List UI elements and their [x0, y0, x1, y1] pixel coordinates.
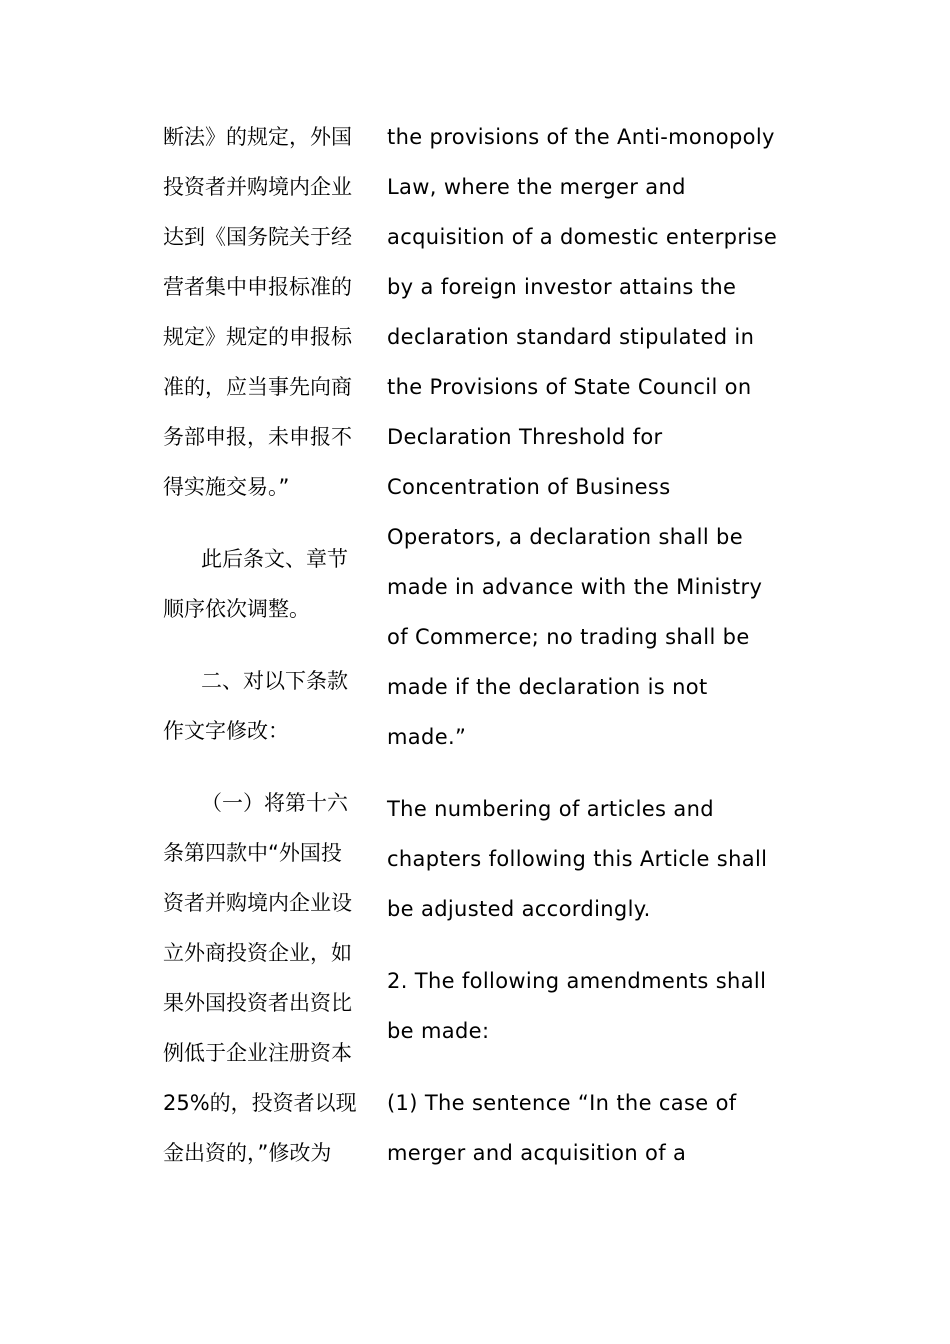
- zh-line: 得实施交易。”: [163, 475, 290, 499]
- en-line: (1) The sentence “In the case of: [387, 1091, 737, 1115]
- en-line: be adjusted accordingly.: [387, 897, 651, 921]
- zh-line: 此后条文、章节: [201, 547, 348, 571]
- zh-line: 金出资的，”修改为: [163, 1141, 332, 1165]
- en-line: Law, where the merger and: [387, 175, 686, 199]
- en-line: the Provisions of State Council on: [387, 375, 752, 399]
- zh-line: 顺序依次调整。: [163, 597, 310, 621]
- en-line: made in advance with the Ministry: [387, 575, 763, 599]
- en-line: The numbering of articles and: [387, 797, 714, 821]
- zh-line: 25%的，投资者以现: [163, 1091, 357, 1115]
- zh-line: （一）将第十六: [201, 791, 348, 815]
- en-line: by a foreign investor attains the: [387, 275, 737, 299]
- zh-line: 准的，应当事先向商: [163, 375, 352, 399]
- zh-line: 立外商投资企业，如: [163, 941, 352, 965]
- zh-line: 断法》的规定，外国: [163, 125, 352, 149]
- en-paragraph-renumbering: [387, 784, 807, 934]
- zh-line: 规定》规定的申报标: [163, 325, 352, 349]
- en-line: made if the declaration is not: [387, 675, 708, 699]
- en-line: Concentration of Business: [387, 475, 671, 499]
- english-text-column: [387, 112, 807, 1200]
- en-line: Declaration Threshold for: [387, 425, 663, 449]
- zh-line: 达到《国务院关于经: [163, 225, 352, 249]
- en-line: Operators, a declaration shall be: [387, 525, 743, 549]
- zh-line: 作文字修改：: [163, 719, 289, 743]
- zh-line: 务部申报，未申报不: [163, 425, 352, 449]
- zh-line: 资者并购境内企业设: [163, 891, 352, 915]
- en-line: acquisition of a domestic enterprise: [387, 225, 778, 249]
- zh-paragraph-amendments-heading: [163, 656, 369, 756]
- en-line: merger and acquisition of a: [387, 1141, 687, 1165]
- en-paragraph-article-16: [387, 1078, 807, 1178]
- zh-paragraph-renumbering: [163, 534, 369, 634]
- zh-line: 投资者并购境内企业: [163, 175, 352, 199]
- zh-line: 条第四款中“外国投: [163, 841, 342, 865]
- en-line: be made:: [387, 1019, 490, 1043]
- en-line: chapters following this Article shall: [387, 847, 768, 871]
- en-line: declaration standard stipulated in: [387, 325, 755, 349]
- zh-paragraph-article-16: [163, 778, 369, 1178]
- en-paragraph-amendments-heading: [387, 956, 807, 1056]
- chinese-text-column: [163, 112, 369, 1200]
- zh-line: 二、对以下条款: [201, 669, 348, 693]
- zh-line: 果外国投资者出资比: [163, 991, 352, 1015]
- en-paragraph-antimonopoly: [387, 112, 807, 762]
- en-line: the provisions of the Anti-monopoly: [387, 125, 775, 149]
- zh-line: 营者集中申报标准的: [163, 275, 352, 299]
- en-line: of Commerce; no trading shall be: [387, 625, 750, 649]
- en-line: made.”: [387, 725, 467, 749]
- en-line: 2. The following amendments shall: [387, 969, 767, 993]
- zh-paragraph-antimonopoly: [163, 112, 369, 512]
- zh-line: 例低于企业注册资本: [163, 1041, 352, 1065]
